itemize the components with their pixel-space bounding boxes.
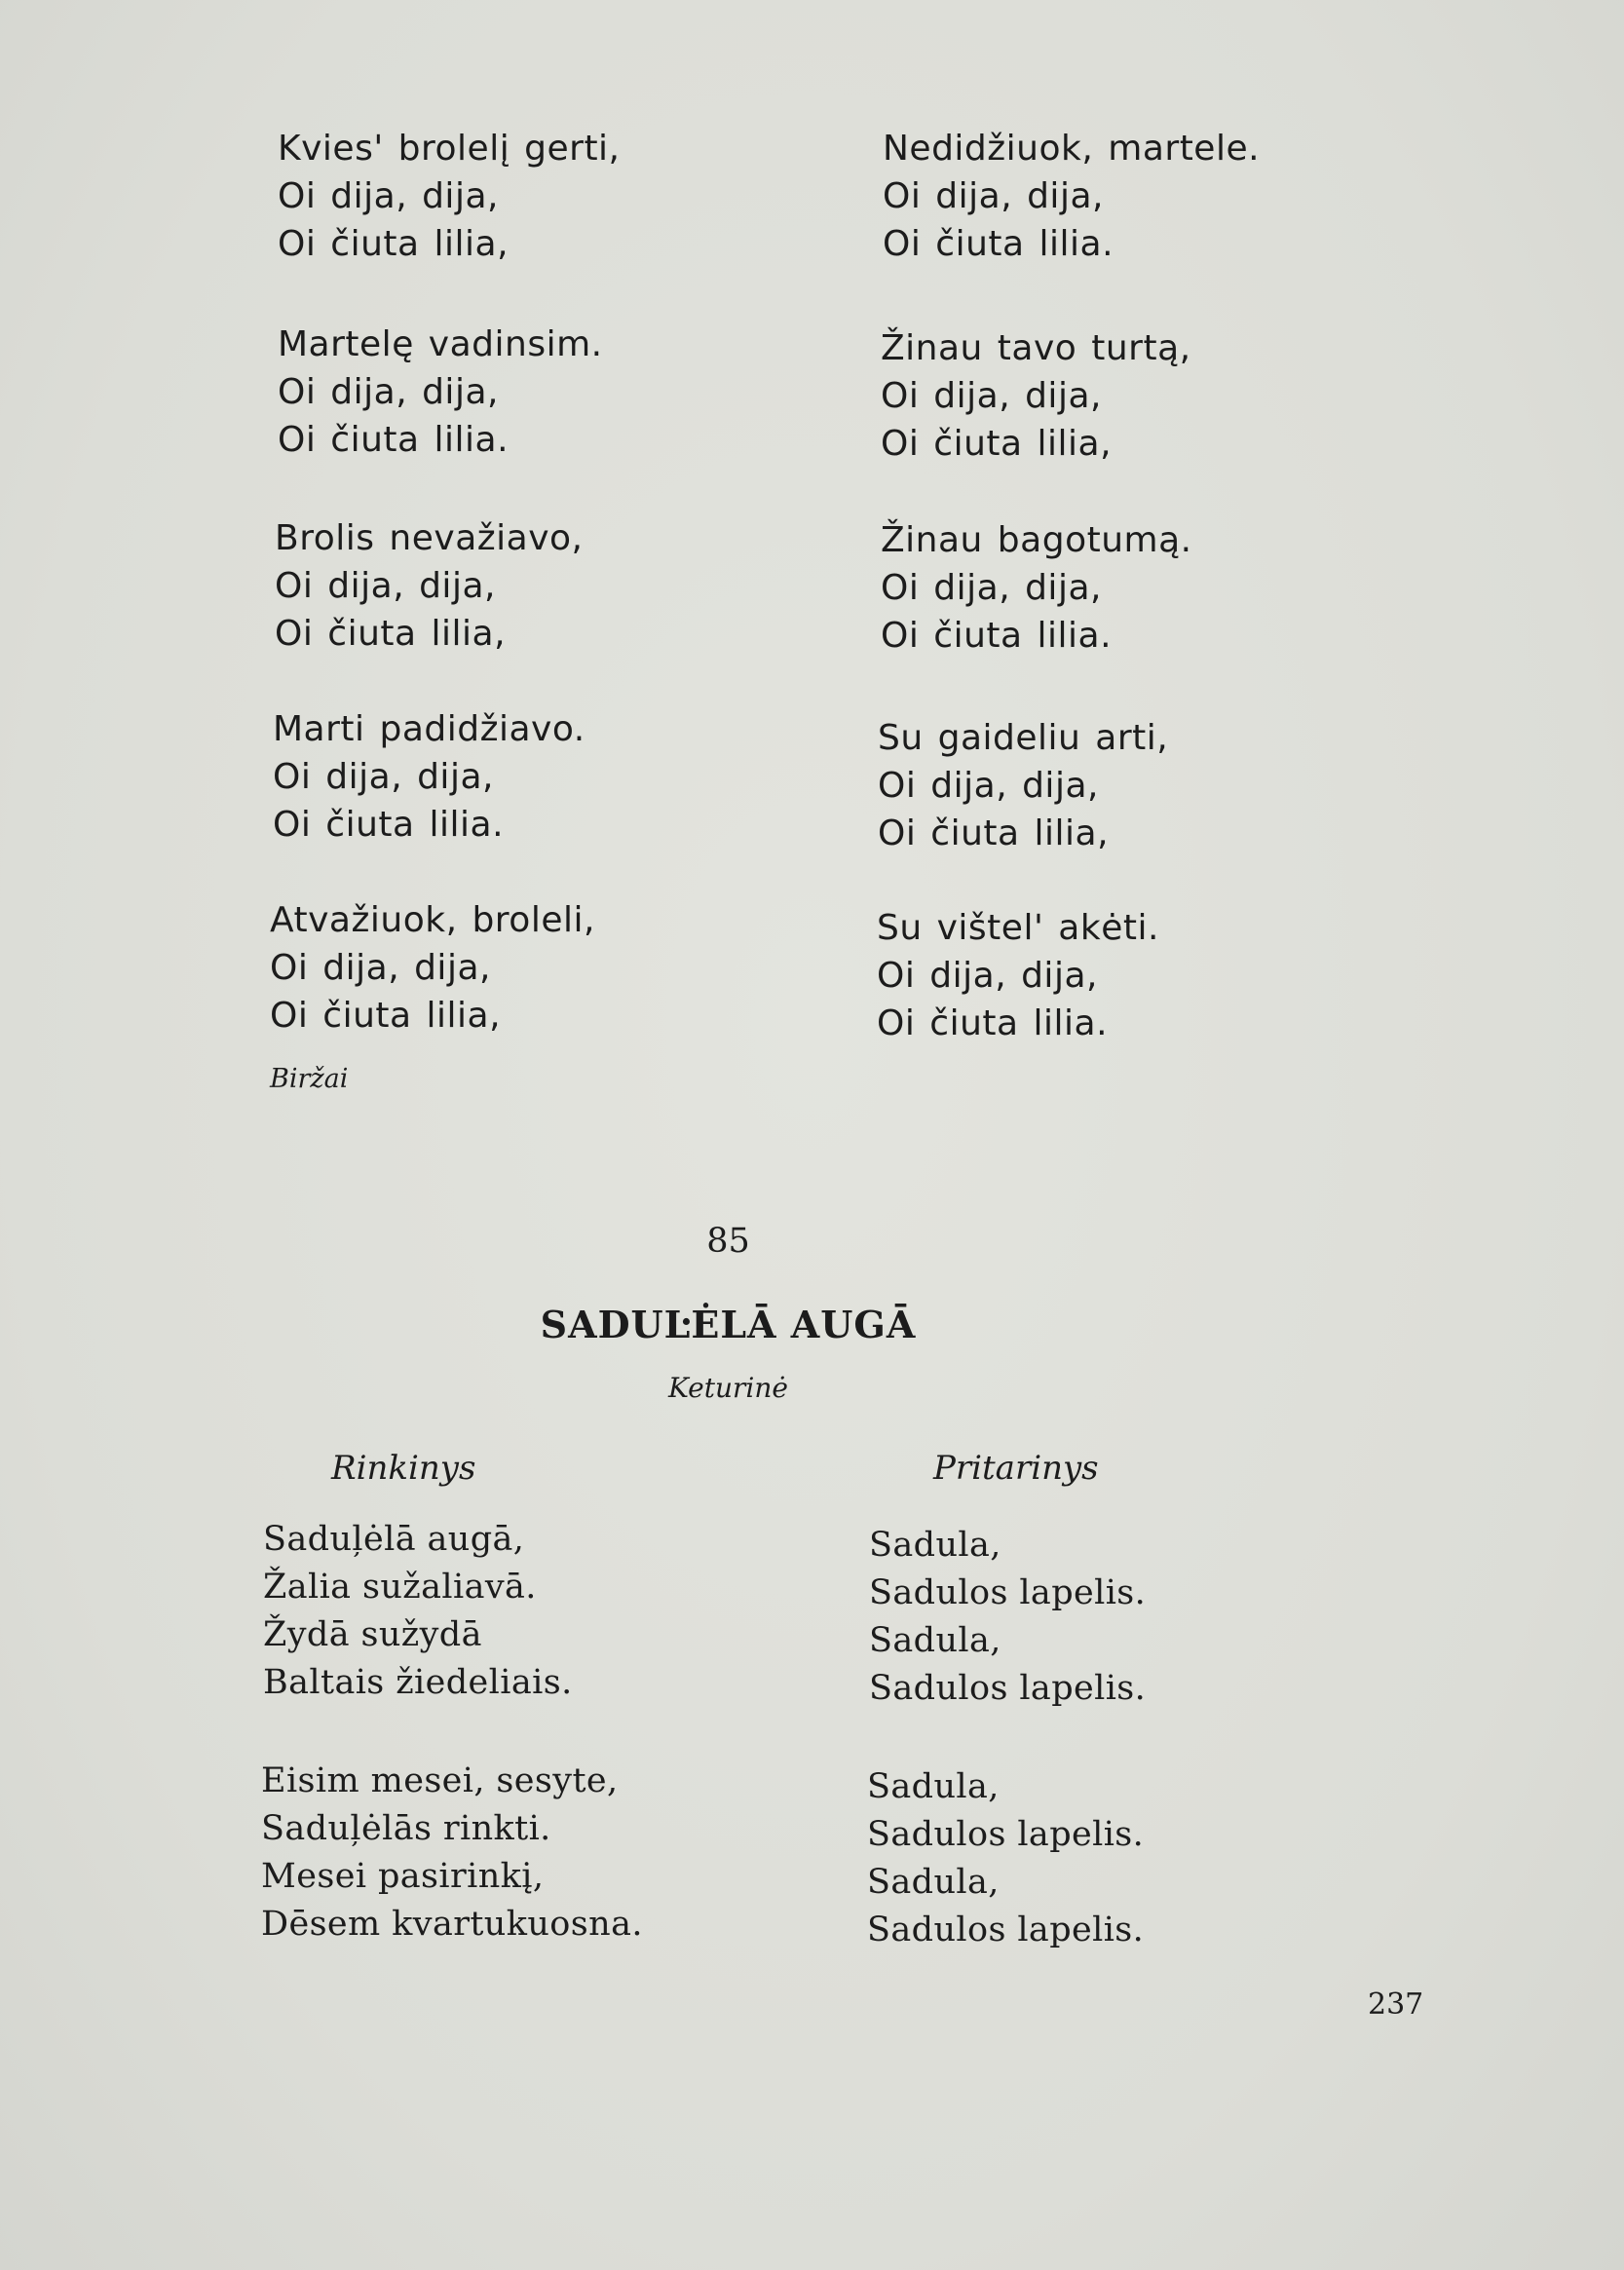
verse-line: Marti padidžiavo. (273, 709, 585, 749)
verse-line: Oi dija, dija, (278, 372, 499, 412)
stanza (881, 324, 1191, 468)
stanza (278, 321, 603, 464)
verse-line: Oi čiuta lilia, (881, 424, 1113, 464)
column-heading-left: Rinkinys (331, 1449, 476, 1488)
stanza (878, 714, 1168, 857)
stanza (270, 896, 595, 1040)
verse-line: Oi čiuta lilia. (877, 1003, 1109, 1043)
stanza (877, 904, 1159, 1047)
verse-line: Mesei pasirinkį, (261, 1857, 545, 1896)
stanza (263, 1516, 573, 1707)
verse-line: Oi dija, dija, (881, 568, 1102, 608)
verse-line: Oi čiuta lilia. (273, 805, 505, 845)
verse-line: Dēsem kvartukuosna. (261, 1905, 643, 1944)
verse-line: Sadula, (867, 1767, 1000, 1806)
song-subtitle: Keturinė (668, 1372, 788, 1404)
verse-line: Oi dija, dija, (270, 948, 491, 988)
column-heading-right: Pritarinys (933, 1449, 1099, 1488)
stanza (261, 1758, 643, 1948)
verse-line: Oi čiuta lilia, (270, 996, 502, 1036)
verse-line: Žinau bagotumą. (881, 520, 1192, 560)
verse-line: Oi čiuta lilia, (878, 813, 1110, 853)
verse-line: Sadulos lapelis. (869, 1573, 1147, 1612)
song-number: 85 (706, 1222, 750, 1261)
verse-line: Kvies' brolelį gerti, (278, 129, 621, 169)
verse-line: Žinau tavo turtą, (881, 328, 1191, 368)
song-title: SADUĿĖLĀ AUGĀ (540, 1303, 917, 1346)
verse-line: Oi dija, dija, (275, 566, 496, 606)
verse-line: Oi dija, dija, (877, 956, 1098, 996)
verse-line: Sadulos lapelis. (869, 1669, 1147, 1708)
page-number: 237 (1368, 1987, 1424, 2022)
verse-line: Brolis nevažiavo, (275, 518, 584, 558)
verse-line: Nedidžiuok, martele. (883, 129, 1261, 169)
verse-line: Oi dija, dija, (278, 176, 499, 216)
verse-line: Sadulos lapelis. (867, 1815, 1145, 1854)
verse-line: Sadula, (869, 1621, 1001, 1660)
stanza (881, 516, 1192, 660)
verse-line: Sadulos lapelis. (867, 1911, 1145, 1949)
stanza (869, 1522, 1146, 1713)
verse-line: Baltais žiedeliais. (263, 1663, 573, 1702)
verse-line: Oi čiuta lilia, (278, 224, 510, 264)
verse-line: Su vištel' akėti. (877, 908, 1159, 948)
verse-line: Oi čiuta lilia, (275, 614, 507, 654)
stanza (867, 1763, 1144, 1954)
verse-line: Saduļėlā augā, (263, 1520, 525, 1559)
verse-line: Žydā sužydā (263, 1615, 482, 1654)
verse-line: Oi čiuta lilia. (881, 616, 1113, 656)
stanza (273, 705, 585, 849)
verse-line: Žalia sužaliavā. (263, 1568, 537, 1607)
verse-line: Eisim mesei, sesyte, (261, 1761, 619, 1800)
verse-line: Sadula, (867, 1863, 1000, 1902)
verse-line: Saduļėlās rinkti. (261, 1809, 551, 1848)
verse-line: Atvažiuok, broleli, (270, 900, 595, 940)
verse-line: Oi čiuta lilia. (278, 420, 510, 460)
verse-line: Su gaideliu arti, (878, 718, 1169, 758)
stanza (883, 125, 1260, 268)
verse-line: Oi dija, dija, (273, 757, 494, 797)
verse-line: Oi čiuta lilia. (883, 224, 1114, 264)
verse-line: Oi dija, dija, (883, 176, 1104, 216)
verse-line: Sadula, (869, 1526, 1001, 1565)
stanza (275, 514, 584, 658)
stanza (278, 125, 621, 268)
verse-line: Oi dija, dija, (878, 766, 1099, 806)
verse-line: Oi dija, dija, (881, 376, 1102, 416)
verse-line: Martelę vadinsim. (278, 324, 603, 364)
place-of-recording: Biržai (270, 1064, 349, 1094)
